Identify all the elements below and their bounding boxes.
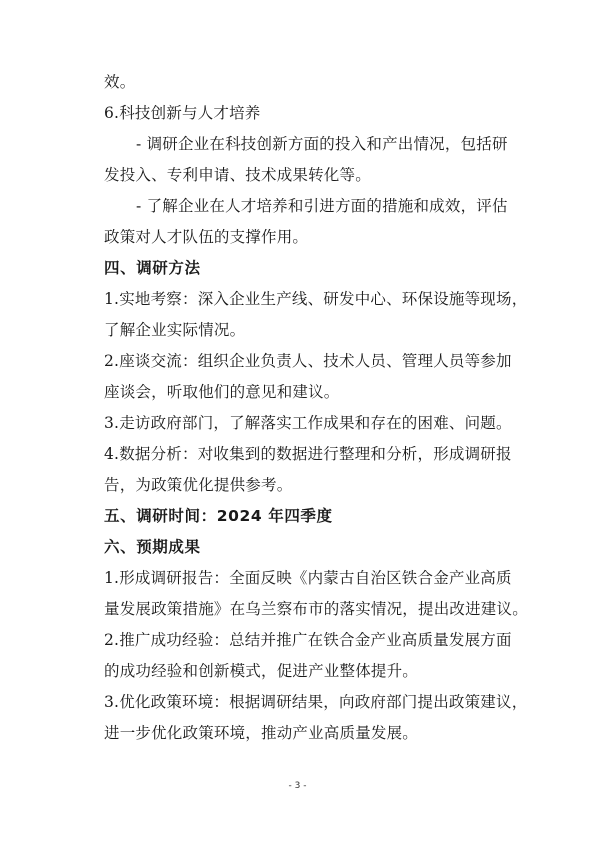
- paragraph-line: 告，为政策优化提供参考。: [104, 476, 293, 494]
- paragraph-line: 政策对人才队伍的支撑作用。: [104, 228, 309, 246]
- page-number: - 3 -: [288, 781, 307, 791]
- paragraph-line: 1.形成调研报告：全面反映《内蒙古自治区铁合金产业高质: [104, 569, 512, 587]
- paragraph-line: 座谈会，听取他们的意见和建议。: [104, 383, 340, 401]
- paragraph-line: 了解企业实际情况。: [104, 321, 246, 339]
- paragraph-line: 效。: [104, 73, 136, 91]
- section-subtitle: 6.科技创新与人才培养: [104, 104, 261, 122]
- paragraph-line: - 调研企业在科技创新方面的投入和产出情况，包括研: [136, 135, 508, 153]
- section-heading-methods: 四、调研方法: [104, 259, 201, 277]
- paragraph-line: 发投入、专利申请、技术成果转化等。: [104, 166, 371, 184]
- paragraph-line: - 了解企业在人才培养和引进方面的措施和成效，评估: [136, 197, 508, 215]
- paragraph-line: 进一步优化政策环境，推动产业高质量发展。: [104, 724, 419, 742]
- section-heading-time: 五、调研时间：2024 年四季度: [104, 507, 333, 525]
- paragraph-line: 的成功经验和创新模式，促进产业整体提升。: [104, 662, 419, 680]
- paragraph-line: 3.走访政府部门，了解落实工作成果和存在的困难、问题。: [104, 414, 512, 432]
- paragraph-line: 1.实地考察：深入企业生产线、研发中心、环保设施等现场，: [104, 290, 528, 308]
- paragraph-line: 4.数据分析：对收集到的数据进行整理和分析，形成调研报: [104, 445, 512, 463]
- paragraph-line: 量发展政策措施》在乌兰察布市的落实情况，提出改进建议。: [104, 600, 528, 618]
- section-heading-results: 六、预期成果: [104, 538, 201, 556]
- paragraph-line: 2.推广成功经验：总结并推广在铁合金产业高质量发展方面: [104, 631, 512, 649]
- paragraph-line: 3.优化政策环境：根据调研结果，向政府部门提出政策建议，: [104, 693, 528, 711]
- paragraph-line: 2.座谈交流：组织企业负责人、技术人员、管理人员等参加: [104, 352, 512, 370]
